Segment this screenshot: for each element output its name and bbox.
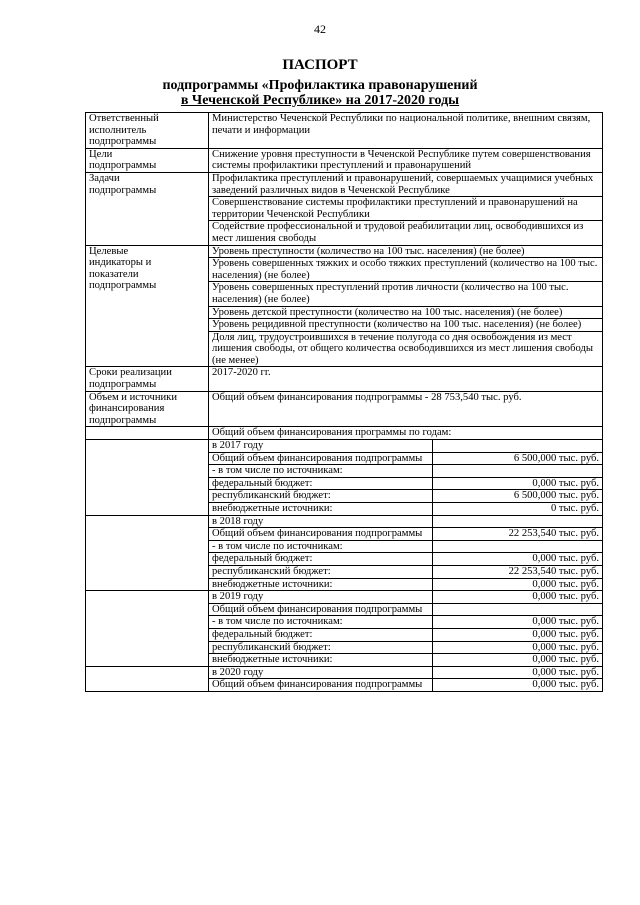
subtitle-line-1: подпрограммы «Профилактика правонарушений (162, 78, 478, 93)
funding-by-years-header: Общий объем финансирования программы по годам: (209, 427, 603, 440)
total-amount: 6 500,000 тыс. руб. (433, 452, 603, 465)
document-title: ПАСПОРТ (282, 57, 358, 73)
year-label: в 2017 году (209, 440, 433, 453)
total-amount: 22 253,540 тыс. руб. (433, 528, 603, 541)
total-amount (433, 603, 603, 616)
republic-amount: 0,000 тыс. руб. (433, 641, 603, 654)
sources-amount: 0,000 тыс. руб. (433, 616, 603, 629)
value-goals: Снижение уровня преступности в Чеченской Республике путем совершенствования системы профилактики преступлений и правонарушений (209, 148, 603, 172)
label-funding: Объем и источники финансирования подпрограммы (86, 391, 209, 427)
extra-amount: 0,000 тыс. руб. (433, 654, 603, 667)
total-amount: 0,000 тыс. руб. (433, 679, 603, 692)
indicator-item: Уровень преступности (количество на 100 тыс. населения) (не более) (209, 245, 603, 258)
extra-amount: 0,000 тыс. руб. (433, 578, 603, 591)
year-amount: 0,000 тыс. руб. (433, 666, 603, 679)
document-subtitle (0, 78, 640, 108)
blank-cell (86, 515, 209, 591)
value-terms: 2017-2020 гг. (209, 367, 603, 391)
sources-amount (433, 465, 603, 478)
extra-amount: 0 тыс. руб. (433, 503, 603, 516)
extra-label: внебюджетные источники: (209, 654, 433, 667)
year-label: в 2020 году (209, 666, 433, 679)
label-indicators: Целевые индикаторы и показатели подпрограммы (86, 245, 209, 367)
indicator-item: Уровень совершенных преступлений против личности (количество на 100 тыс. населения) (не более) (209, 282, 603, 306)
sources-label: - в том числе по источникам: (209, 465, 433, 478)
republic-amount: 6 500,000 тыс. руб. (433, 490, 603, 503)
row-terms (86, 367, 603, 391)
page-number: 42 (314, 22, 326, 36)
federal-label: федеральный бюджет: (209, 553, 433, 566)
federal-label: федеральный бюджет: (209, 477, 433, 490)
indicator-item: Уровень рецидивной преступности (количество на 100 тыс. населения) (не более) (209, 319, 603, 332)
label-tasks: Задачи подпрограммы (86, 172, 209, 245)
task-item: Профилактика преступлений и правонарушений, совершаемых учащимися учебных заведений различных видов в Чеченской Республике (209, 172, 603, 196)
year-amount (433, 440, 603, 453)
year-amount: 0,000 тыс. руб. (433, 591, 603, 604)
label-goals: Цели подпрограммы (86, 148, 209, 172)
total-label: Общий объем финансирования подпрограммы (209, 452, 433, 465)
total-label: Общий объем финансирования подпрограммы (209, 679, 433, 692)
task-item: Совершенствование системы профилактики преступлений и правонарушений на территории Чеченской Республики (209, 197, 603, 221)
federal-amount: 0,000 тыс. руб. (433, 477, 603, 490)
republic-label: республиканский бюджет: (209, 490, 433, 503)
year-label: в 2018 году (209, 515, 433, 528)
sources-label: - в том числе по источникам: (209, 540, 433, 553)
label-terms: Сроки реализации подпрограммы (86, 367, 209, 391)
indicator-item: Уровень совершенных тяжких и особо тяжких преступлений (количество на 100 тыс. населения) (не более) (209, 258, 603, 282)
republic-amount: 22 253,540 тыс. руб. (433, 565, 603, 578)
row-responsible (86, 113, 603, 149)
label-responsible: Ответственный исполнитель подпрограммы (86, 113, 209, 149)
total-label: Общий объем финансирования подпрограммы (209, 528, 433, 541)
indicator-item: Уровень детской преступности (количество на 100 тыс. населения) (не более) (209, 306, 603, 319)
extra-label: внебюджетные источники: (209, 503, 433, 516)
task-item: Содействие профессиональной и трудовой реабилитации лиц, освободившихся из мест лишения свободы (209, 221, 603, 245)
passport-table (85, 112, 603, 692)
extra-label: внебюджетные источники: (209, 578, 433, 591)
year-label: в 2019 году (209, 591, 433, 604)
year-amount (433, 515, 603, 528)
sources-label: - в том числе по источникам: (209, 616, 433, 629)
value-funding-total: Общий объем финансирования подпрограммы - 28 753,540 тыс. руб. (209, 391, 603, 427)
value-responsible: Министерство Чеченской Республики по национальной политике, внешним связям, печати и информации (209, 113, 603, 149)
row-indicators (86, 245, 603, 258)
federal-amount: 0,000 тыс. руб. (433, 553, 603, 566)
total-label: Общий объем финансирования подпрограммы (209, 603, 433, 616)
blank-cell (86, 427, 209, 440)
indicator-item: Доля лиц, трудоустроившихся в течение полугода со дня освобождения из мест лишения свободы, от общего количества освободившихся из мест лишения свободы (не менее) (209, 331, 603, 367)
row-funding (86, 391, 603, 427)
republic-label: республиканский бюджет: (209, 565, 433, 578)
sources-amount (433, 540, 603, 553)
row-goals (86, 148, 603, 172)
blank-cell (86, 440, 209, 516)
federal-amount: 0,000 тыс. руб. (433, 628, 603, 641)
subtitle-line-2: в Чеченской Республике» на 2017-2020 годы (180, 93, 460, 108)
federal-label: федеральный бюджет: (209, 628, 433, 641)
blank-cell (86, 666, 209, 691)
republic-label: республиканский бюджет: (209, 641, 433, 654)
blank-cell (86, 591, 209, 667)
row-tasks (86, 172, 603, 196)
